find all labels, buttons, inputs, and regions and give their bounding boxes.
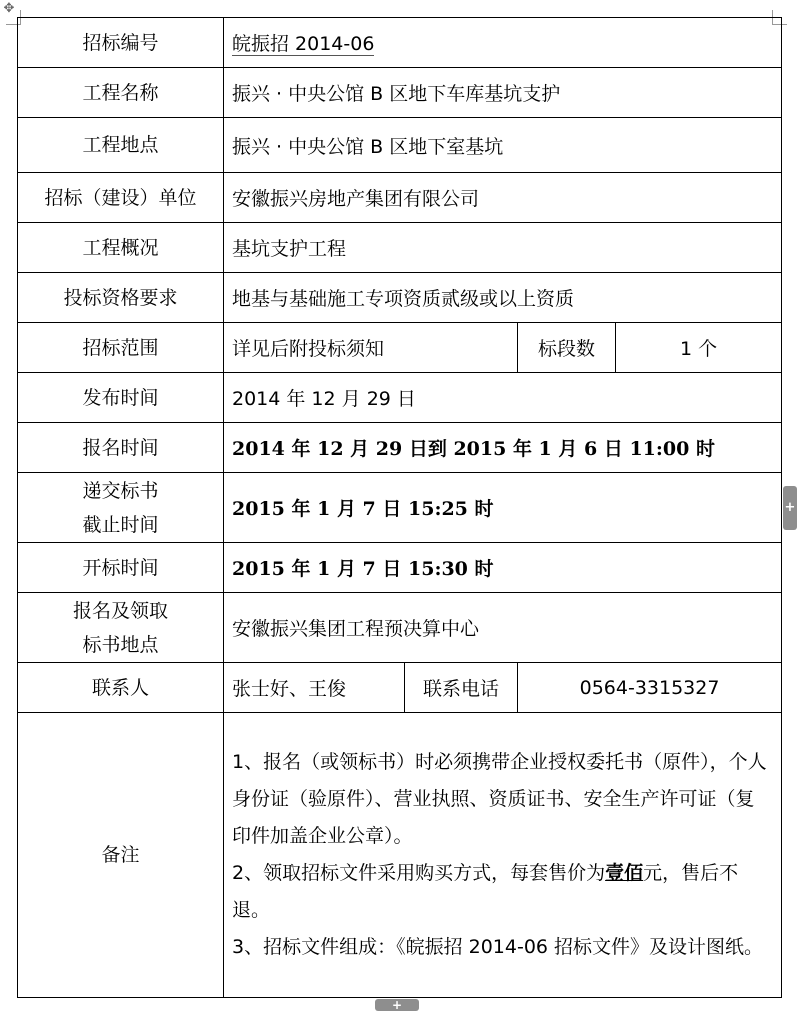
add-column-button[interactable]: + xyxy=(783,486,797,530)
submission-deadline-label-line2: 截止时间 xyxy=(82,513,159,536)
registration-place-label-line2: 标书地点 xyxy=(82,633,159,656)
table-row xyxy=(18,543,782,593)
registration-place-label-line1: 报名及领取 xyxy=(72,599,168,622)
table-row xyxy=(18,118,782,173)
bid-no-text: 皖振招 2014-06 xyxy=(232,33,375,55)
overview-label: 工程概况 xyxy=(18,223,224,273)
bid-no-label: 招标编号 xyxy=(18,18,224,68)
qualification-label: 投标资格要求 xyxy=(18,273,224,323)
remarks-label: 备注 xyxy=(18,713,224,998)
table-move-handle-icon[interactable]: ✥ xyxy=(3,1,15,16)
submission-deadline-label xyxy=(18,473,224,543)
bid-announcement-table xyxy=(17,17,782,998)
registration-place-label xyxy=(18,593,224,663)
table-row xyxy=(18,473,782,543)
registration-time-label: 报名时间 xyxy=(18,423,224,473)
sections-value[interactable]: 1 个 xyxy=(616,323,782,373)
project-name-value[interactable]: 振兴 · 中央公馆 B 区地下车库基坑支护 xyxy=(224,68,782,118)
remarks-line-3: 3、招标文件组成：《皖振招 2014-06 招标文件》及设计图纸。 xyxy=(232,936,764,958)
overview-value[interactable]: 基坑支护工程 xyxy=(224,223,782,273)
phone-value[interactable]: 0564-3315327 xyxy=(518,663,782,713)
table-row xyxy=(18,663,782,713)
owner-value[interactable]: 安徽振兴房地产集团有限公司 xyxy=(224,173,782,223)
add-row-button[interactable]: + xyxy=(375,999,419,1011)
contact-label: 联系人 xyxy=(18,663,224,713)
project-site-label: 工程地点 xyxy=(18,118,224,173)
submission-deadline-label-line1: 递交标书 xyxy=(82,479,159,502)
table-row xyxy=(18,68,782,118)
table-row xyxy=(18,713,782,998)
registration-time-value[interactable]: 2014 年 12 月 29 日到 2015 年 1 月 6 日 11:00 时 xyxy=(224,423,782,473)
remarks-price: 壹佰 xyxy=(605,862,644,884)
remarks-line-2-suffix: 元，售后不退。 xyxy=(232,862,739,921)
remarks-line-2 xyxy=(232,855,773,929)
remarks-line-1: 1、报名（或领标书）时必须携带企业授权委托书（原件），个人身份证（验原件）、营业执照、资质证书、安全生产许可证（复印件加盖企业公章）。 xyxy=(232,751,767,847)
scope-label: 招标范围 xyxy=(18,323,224,373)
project-name-label: 工程名称 xyxy=(18,68,224,118)
table-row xyxy=(18,323,782,373)
table-row xyxy=(18,173,782,223)
table-row xyxy=(18,423,782,473)
scope-value[interactable]: 详见后附投标须知 xyxy=(224,323,518,373)
project-site-value[interactable]: 振兴 · 中央公馆 B 区地下室基坑 xyxy=(224,118,782,173)
remarks-line-2-prefix: 2、领取招标文件采用购买方式，每套售价为 xyxy=(232,862,606,884)
bid-no-value[interactable] xyxy=(224,18,782,68)
remarks-value[interactable] xyxy=(224,713,782,998)
qualification-value[interactable]: 地基与基础施工专项资质贰级或以上资质 xyxy=(224,273,782,323)
table-row xyxy=(18,593,782,663)
publish-time-value[interactable]: 2014 年 12 月 29 日 xyxy=(224,373,782,423)
publish-time-label: 发布时间 xyxy=(18,373,224,423)
phone-label: 联系电话 xyxy=(405,663,518,713)
registration-place-value[interactable]: 安徽振兴集团工程预决算中心 xyxy=(224,593,782,663)
contact-value[interactable]: 张士好、王俊 xyxy=(224,663,405,713)
opening-time-label: 开标时间 xyxy=(18,543,224,593)
table-row xyxy=(18,273,782,323)
table-row xyxy=(18,18,782,68)
opening-time-value[interactable]: 2015 年 1 月 7 日 15:30 时 xyxy=(224,543,782,593)
owner-label: 招标（建设）单位 xyxy=(18,173,224,223)
sections-label: 标段数 xyxy=(518,323,616,373)
submission-deadline-value[interactable]: 2015 年 1 月 7 日 15:25 时 xyxy=(224,473,782,543)
table-row xyxy=(18,373,782,423)
table-row xyxy=(18,223,782,273)
